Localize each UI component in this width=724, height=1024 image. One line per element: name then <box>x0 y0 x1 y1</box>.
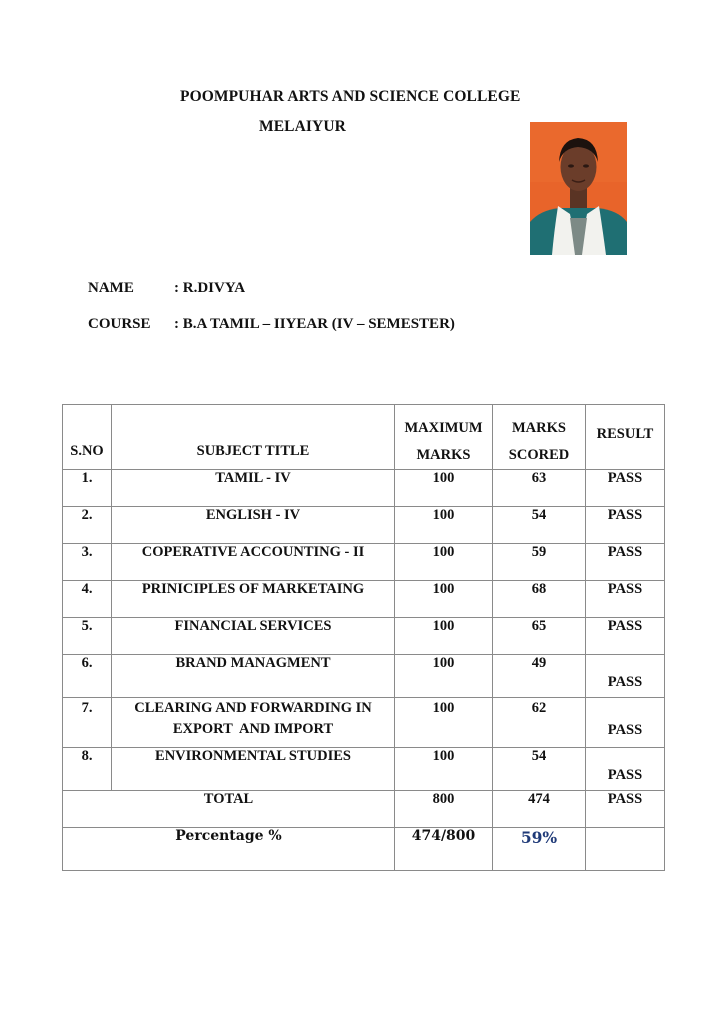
row-result: PASS <box>586 470 665 507</box>
header-max-line2: MARKS <box>416 447 471 463</box>
header-sno: S.NO <box>63 405 112 470</box>
student-photo-image <box>530 122 627 255</box>
row-max-marks: 100 <box>395 544 493 581</box>
row-sno: 3. <box>63 544 112 581</box>
table-row <box>63 698 665 748</box>
name-label: NAME <box>88 280 134 296</box>
total-result: PASS <box>586 791 665 828</box>
row-subject-line1: CLEARING AND FORWARDING IN <box>134 700 372 716</box>
college-location: MELAIYUR <box>259 118 346 135</box>
row-sno: 7. <box>63 698 112 748</box>
row-subject <box>112 698 395 748</box>
row-subject: PRINICIPLES OF MARKETAING <box>112 581 395 618</box>
table-row <box>63 581 665 618</box>
total-row <box>63 791 665 828</box>
row-subject: ENGLISH - IV <box>112 507 395 544</box>
row-result: PASS <box>586 507 665 544</box>
table-row <box>63 544 665 581</box>
row-marks-scored: 54 <box>493 507 586 544</box>
row-subject: COPERATIVE ACCOUNTING - II <box>112 544 395 581</box>
table-row <box>63 470 665 507</box>
header-scored-line1: MARKS <box>512 420 566 436</box>
row-subject: BRAND MANAGMENT <box>112 655 395 698</box>
row-subject-line2: EXPORT AND IMPORT <box>172 721 334 737</box>
row-result: PASS <box>586 544 665 581</box>
percentage-fraction: 474/800 <box>395 828 493 871</box>
college-name: POOMPUHAR ARTS AND SCIENCE COLLEGE <box>180 88 521 105</box>
header-result: RESULT <box>586 405 665 470</box>
row-max-marks: 100 <box>395 507 493 544</box>
row-result: PASS <box>586 698 665 748</box>
table-row <box>63 655 665 698</box>
row-sno: 4. <box>63 581 112 618</box>
header-scored-line2: SCORED <box>508 447 570 463</box>
row-sno: 5. <box>63 618 112 655</box>
row-result: PASS <box>586 618 665 655</box>
header-marks-scored <box>493 405 586 470</box>
row-marks-scored: 68 <box>493 581 586 618</box>
marks-table <box>62 404 665 871</box>
table-header-row <box>63 405 665 470</box>
percentage-row <box>63 828 665 871</box>
table-row <box>63 507 665 544</box>
row-sno: 1. <box>63 470 112 507</box>
row-max-marks: 100 <box>395 618 493 655</box>
row-max-marks: 100 <box>395 698 493 748</box>
row-max-marks: 100 <box>395 748 493 791</box>
name-value: : R.DIVYA <box>174 280 246 296</box>
row-subject: ENVIRONMENTAL STUDIES <box>112 748 395 791</box>
row-sno: 2. <box>63 507 112 544</box>
row-marks-scored: 49 <box>493 655 586 698</box>
header-subject-title: SUBJECT TITLE <box>112 405 395 470</box>
row-max-marks: 100 <box>395 470 493 507</box>
total-label: TOTAL <box>63 791 395 828</box>
total-marks-scored: 474 <box>493 791 586 828</box>
row-result: PASS <box>586 581 665 618</box>
row-subject: FINANCIAL SERVICES <box>112 618 395 655</box>
total-max-marks: 800 <box>395 791 493 828</box>
row-marks-scored: 62 <box>493 698 586 748</box>
row-max-marks: 100 <box>395 655 493 698</box>
row-max-marks: 100 <box>395 581 493 618</box>
course-label: COURSE <box>88 316 151 332</box>
row-marks-scored: 54 <box>493 748 586 791</box>
percentage-empty-cell <box>586 828 665 871</box>
row-sno: 6. <box>63 655 112 698</box>
row-result: PASS <box>586 748 665 791</box>
course-value: : B.A TAMIL – IIYEAR (IV – SEMESTER) <box>174 316 455 332</box>
row-marks-scored: 59 <box>493 544 586 581</box>
header-maximum-marks <box>395 405 493 470</box>
percentage-value: 59% <box>493 828 586 871</box>
row-marks-scored: 65 <box>493 618 586 655</box>
student-photo <box>530 122 627 255</box>
row-result: PASS <box>586 655 665 698</box>
table-row <box>63 748 665 791</box>
row-subject: TAMIL - IV <box>112 470 395 507</box>
row-sno: 8. <box>63 748 112 791</box>
header-max-line1: MAXIMUM <box>404 420 483 436</box>
table-row <box>63 618 665 655</box>
row-marks-scored: 63 <box>493 470 586 507</box>
percentage-label: Percentage % <box>63 828 395 871</box>
